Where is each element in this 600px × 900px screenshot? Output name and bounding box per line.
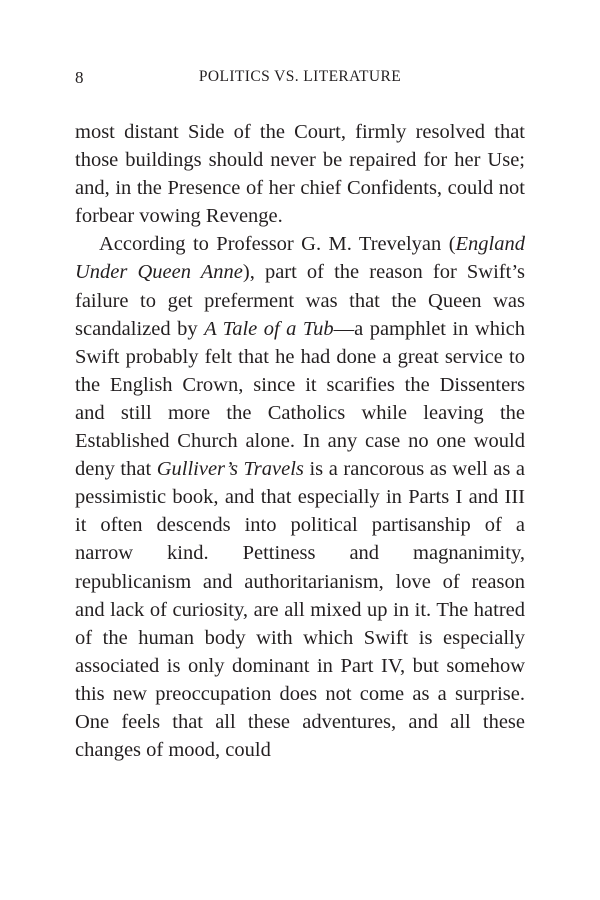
running-head [75,68,525,94]
book-title-a-tale-of-a-tub: A Tale of a Tub [204,317,334,340]
paragraph-2-text-4: is a rancorous as well as a pessimistic book, and that especially in Parts I and III it often descends into political partisanship of a narrow kind. Pettiness and magnanimity, republicanism and authoritarianism, love of reason and lack of curiosity, are all mixed up in it. The hatred of the human body with which Swift is especially associated is only dominant in Part IV, but somehow this new preoccupation does not come as a surprise. One feels that all these adventures, and all these changes of mood, could [75,458,526,762]
paragraph-2 [75,230,525,764]
running-head-title: POLITICS VS. LITERATURE [198,68,402,85]
paragraph-1: most distant Side of the Court, firmly resolved that those buildings should never be repaired for her Use; and, in the Presence of her chief Confidents, could not forbear vowing Revenge. [75,121,525,228]
book-title-gullivers-travels: Gulliver’s Travels [156,458,304,481]
page-number: 8 [75,68,84,87]
paragraph-2-text-1: According to Professor G. M. Trevelyan ( [99,233,456,256]
body-text [75,118,525,764]
paragraph-2-text-3: —a pamphlet in which Swift probably felt that he had done a great service to the English Crown, since it scarifies the Dissenters and still more the Catholics while leaving the Established Church alone. In any case no one would deny that [75,317,525,481]
paragraph-2-text-2: ), part of the reason for Swift’s failure to get preferment was that the Queen was scandalized by [75,261,526,340]
book-title-england-under-queen-anne: England Under Queen Anne [75,233,525,284]
